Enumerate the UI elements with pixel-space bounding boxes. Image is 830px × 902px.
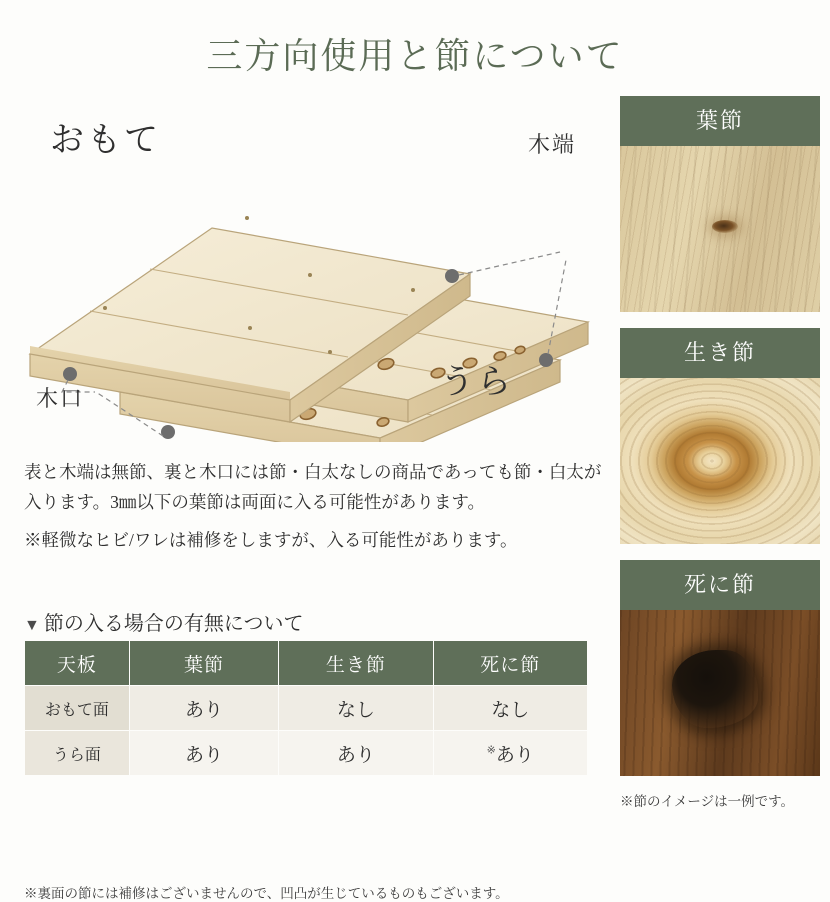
dot-edge — [445, 269, 459, 283]
cell-omote-haebushi: あり — [129, 686, 279, 731]
label-edge-grain: 木端 — [528, 132, 577, 157]
cell-omote-shinibushi: なし — [433, 686, 587, 731]
table-row — [25, 731, 588, 776]
dot-edge-2 — [539, 353, 553, 367]
row-header-omote: おもて面 — [25, 686, 130, 731]
column-header-shinibushi: 死に節 — [433, 641, 587, 686]
knot-card-label-ikibushi: 生き節 — [620, 328, 820, 378]
cell-ura-shinibushi — [433, 731, 587, 776]
column-header-ikibushi: 生き節 — [279, 641, 433, 686]
table-row — [25, 686, 588, 731]
description-main: 表と木端は無節、裏と木口には節・白太なしの商品であっても節・白太が入ります。3㎜以下の葉節は両面に入る可能性があります。 — [24, 462, 602, 513]
description-note: ※軽微なヒビ/ワレは補修をしますが、入る可能性があります。 — [24, 530, 518, 551]
cell-ura-ikibushi: あり — [279, 731, 433, 776]
table-footnote: ※裏面の節には補修はございませんので、凹凸が生じているものもございます。 — [24, 886, 509, 901]
row-header-ura: うら面 — [25, 731, 130, 776]
table-header-row — [25, 641, 588, 686]
table-heading — [24, 607, 303, 636]
board-diagram — [0, 92, 612, 442]
cell-omote-ikibushi: なし — [279, 686, 433, 731]
cell-ura-shinibushi-value: あり — [495, 744, 534, 766]
column-header-tenban: 天板 — [25, 641, 130, 686]
knot-presence-table — [24, 640, 588, 776]
label-back-face: うら — [440, 364, 514, 401]
left-column — [0, 92, 612, 901]
page-title: 三方向使用と節について — [206, 36, 624, 76]
dot-end-2 — [161, 425, 175, 439]
column-header-haebushi: 葉節 — [129, 641, 279, 686]
knot-photo-ikibushi — [620, 378, 820, 544]
knot-card-label-haebushi: 葉節 — [620, 96, 820, 146]
label-front-face: おもて — [50, 122, 161, 159]
knot-photo-shinibushi — [620, 610, 820, 776]
label-end-grain: 木口 — [36, 386, 85, 411]
cell-ura-haebushi: あり — [129, 731, 279, 776]
knot-card-ikibushi — [620, 328, 820, 544]
dot-end-1 — [63, 367, 77, 381]
description-block — [24, 457, 604, 555]
gallery-note: ※節のイメージは一例です。 — [620, 794, 795, 809]
knot-card-label-shinibushi: 死に節 — [620, 560, 820, 610]
knot-card-shinibushi — [620, 560, 820, 776]
triangle-marker-icon: ▼ — [24, 617, 40, 634]
table-heading-label: 節の入る場合の有無について — [43, 613, 304, 635]
knot-photo-haebushi — [620, 146, 820, 312]
knot-card-haebushi — [620, 96, 820, 312]
asterisk-marker-icon: ※ — [486, 744, 496, 757]
